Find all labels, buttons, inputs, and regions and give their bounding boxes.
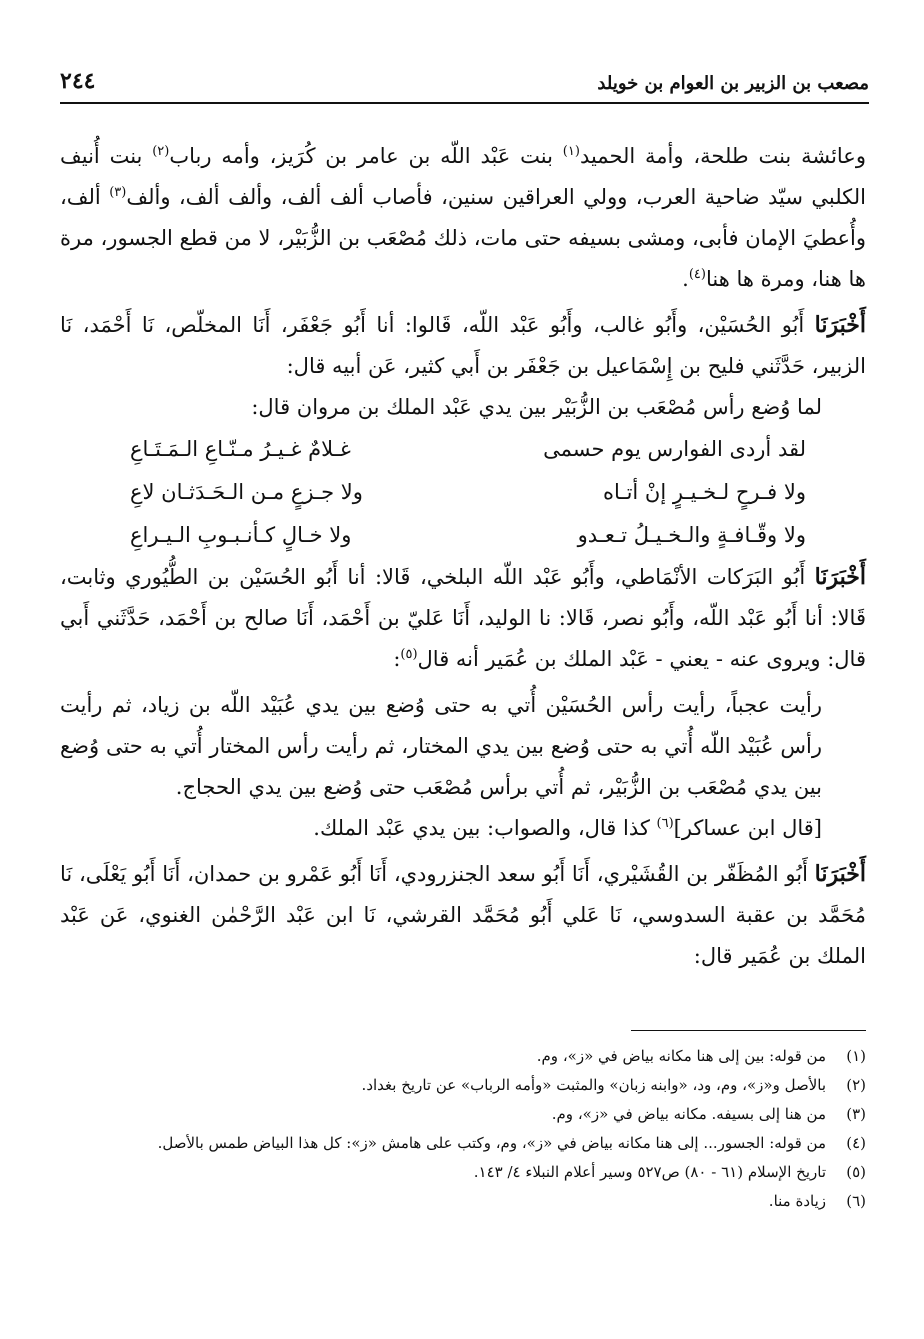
page-number: ٢٤٤: [60, 68, 96, 94]
text-run: أَبُو البَرَكات الأنْمَاطي، وأَبُو عَبْد اللّه البلخي، قَالا: أنا أَبُو الحُسَيْن بن الطُّيُوري وثابت، قَالا: أنا أَبُو عَبْد اللّه، وأَبُو نصر، قَالا: نا الوليد، أَنَا عَليّ بن أَحْمَد، أَنَا صالح بن أَحْمَد، حَدَّثَني أَبي قال: ويروى عنه - يعني - عَبْد الملك بن عُمَير أنه قال: [60, 565, 866, 671]
footnote-text: من قوله: بين إلى هنا مكانه بياض في «ز»، وم.: [536, 1047, 826, 1065]
verse-first-hemistich: ولا فـرحٍ لـخـيـرٍ إنْ أتـاه: [603, 480, 806, 504]
footnote-text: تاريخ الإسلام (٦١ - ٨٠) ص٥٢٧ وسير أعلام النبلاء ٤/ ١٤٣.: [473, 1163, 826, 1181]
paragraph-7: [60, 854, 866, 977]
running-title: مصعب بن الزبير بن العوام بن خويلد: [597, 73, 869, 94]
text-run: كذا قال، والصواب: بين يدي عَبْد الملك.: [313, 816, 657, 840]
verse: [130, 428, 806, 471]
footnote-text: زيادة منا.: [768, 1192, 826, 1210]
text-run: [قال ابن عساكر]: [673, 816, 822, 840]
text-run: ألف، وأُعطيَ الإمان فأبى، ومشى بسيفه حتى مات، ذلك مُصْعَب بن الزُّبَيْر، لا من قطع الجسور، مرة ها هنا، ومرة ها هنا: [60, 185, 866, 291]
main-text: [60, 136, 866, 977]
footnote-divider: [631, 1030, 866, 1031]
footnote-number: (١): [846, 1047, 866, 1065]
footnote: [60, 1131, 866, 1156]
paragraph-5: رأيت عجباً، رأيت رأس الحُسَيْن أُتي به حتى وُضع بين يدي عُبَيْد اللّه بن زياد، ثم رأيت رأس عُبَيْد اللّه أُتي به حتى وُضع بين يدي المختار، ثم رأيت رأس المختار أُتي به حتى وُضع بين يدي مُصْعَب بن الزُّبَيْر، ثم أُتي برأس مُصْعَب حتى وُضع بين يدي الحجاج.: [60, 693, 822, 799]
footnote-text: بالأصل و«ز»، وم، ود، «وابنه زبان» والمثبت «وأمه الرباب» عن تاريخ بغداد.: [361, 1076, 826, 1094]
verse-second-hemistich: ولا خـالٍ كـأنـبـوبِ الـيـراعِ: [130, 523, 352, 547]
footnote: [60, 1189, 866, 1214]
text-run: أَبُو المُظَفّر بن القُشَيْري، أَنَا أَبُو سعد الجنزرودي، أَنَا أَبُو عَمْرو بن حمدان، أَنَا أَبُو يَعْلَى، نَا مُحَمَّد بن عقبة السدوسي، نَا عَلي أَبُو مُحَمَّد القرشي، نَا ابن عَبْد الرَّحْمٰن الغنوي، عَن عَبْد الملك بن عُمَير قال:: [60, 862, 866, 968]
paragraph-6: [60, 808, 866, 849]
poem: [130, 428, 806, 557]
paragraph-3: لما وُضع رأس مُصْعَب بن الزُّبَيْر بين يدي عَبْد الملك بن مروان قال:: [251, 395, 822, 419]
footnote: [60, 1044, 866, 1069]
footnote-number: (٢): [846, 1076, 866, 1094]
verse-first-hemistich: ولا وقّـافـةٍ والـخـيـلُ تـعـدو: [577, 523, 806, 547]
footnote: [60, 1160, 866, 1185]
footnote-ref-1: (١): [562, 144, 580, 159]
verse-first-hemistich: لقد أردى الفوارس يوم حسمى: [543, 437, 806, 461]
text-run: أَبُو الحُسَيْن، وأَبُو غالب، وأَبُو عَبْد اللّه، قَالوا: أنا أَبُو جَعْفَر، أَنَا المخلّص، نَا أَحْمَد، نَا الزبير، حَدَّثَني فليح بن إِسْمَاعيل بن جَعْفَر بن أَبي كثير، عَن أبيه قال:: [60, 313, 866, 378]
text-run: بنت أُنيف الكلبي سيّد ضاحية العرب، وولي العراقين سنين، فأصاب ألف ألف، وألف ألف، وألف: [60, 144, 866, 209]
footnote-number: (٤): [846, 1134, 866, 1152]
footnote: [60, 1073, 866, 1098]
akhbarana-keyword: أَخْبَرَنَا: [814, 861, 866, 887]
footnote: [60, 1102, 866, 1127]
verse: [130, 514, 806, 557]
footnote-ref-6: (٦): [656, 816, 674, 831]
verse-second-hemistich: غـلامٌ غـيـرُ مـنّـاعِ الـمَـتَـاعِ: [130, 437, 351, 461]
verse: [130, 471, 806, 514]
page-header: [60, 58, 869, 104]
footnote-ref-4: (٤): [688, 267, 706, 282]
footnote-number: (٥): [846, 1163, 866, 1181]
footnote-text: من هنا إلى بسيفه. مكانه بياض في «ز»، وم.: [551, 1105, 826, 1123]
footnote-text: من قوله: الجسور... إلى هنا مكانه بياض في «ز»، وم، وكتب على هامش «ز»: كل هذا البياض طمس بالأصل.: [157, 1134, 826, 1152]
text-run: بنت عَبْد اللّه بن عامر بن كُرَيز، وأمه رباب: [169, 144, 563, 168]
verse-second-hemistich: ولا جـزعٍ مـن الـحَـدَثـان لاعِ: [130, 480, 363, 504]
footnote-number: (٦): [846, 1192, 866, 1210]
footnote-ref-3: (٣): [109, 185, 127, 200]
text-run: وعائشة بنت طلحة، وأمة الحميد: [579, 144, 866, 168]
footnote-number: (٣): [846, 1105, 866, 1123]
text-run: :: [393, 647, 401, 671]
paragraph-4: [60, 557, 866, 680]
akhbarana-keyword: أَخْبَرَنَا: [814, 312, 866, 338]
paragraph-1: [60, 136, 866, 300]
paragraph-2: [60, 305, 866, 387]
footnote-ref-2: (٢): [152, 144, 170, 159]
akhbarana-keyword: أَخْبَرَنَا: [814, 564, 866, 590]
text-run: .: [682, 267, 689, 291]
footnote-ref-5: (٥): [400, 647, 418, 662]
footnotes: [60, 1044, 866, 1218]
